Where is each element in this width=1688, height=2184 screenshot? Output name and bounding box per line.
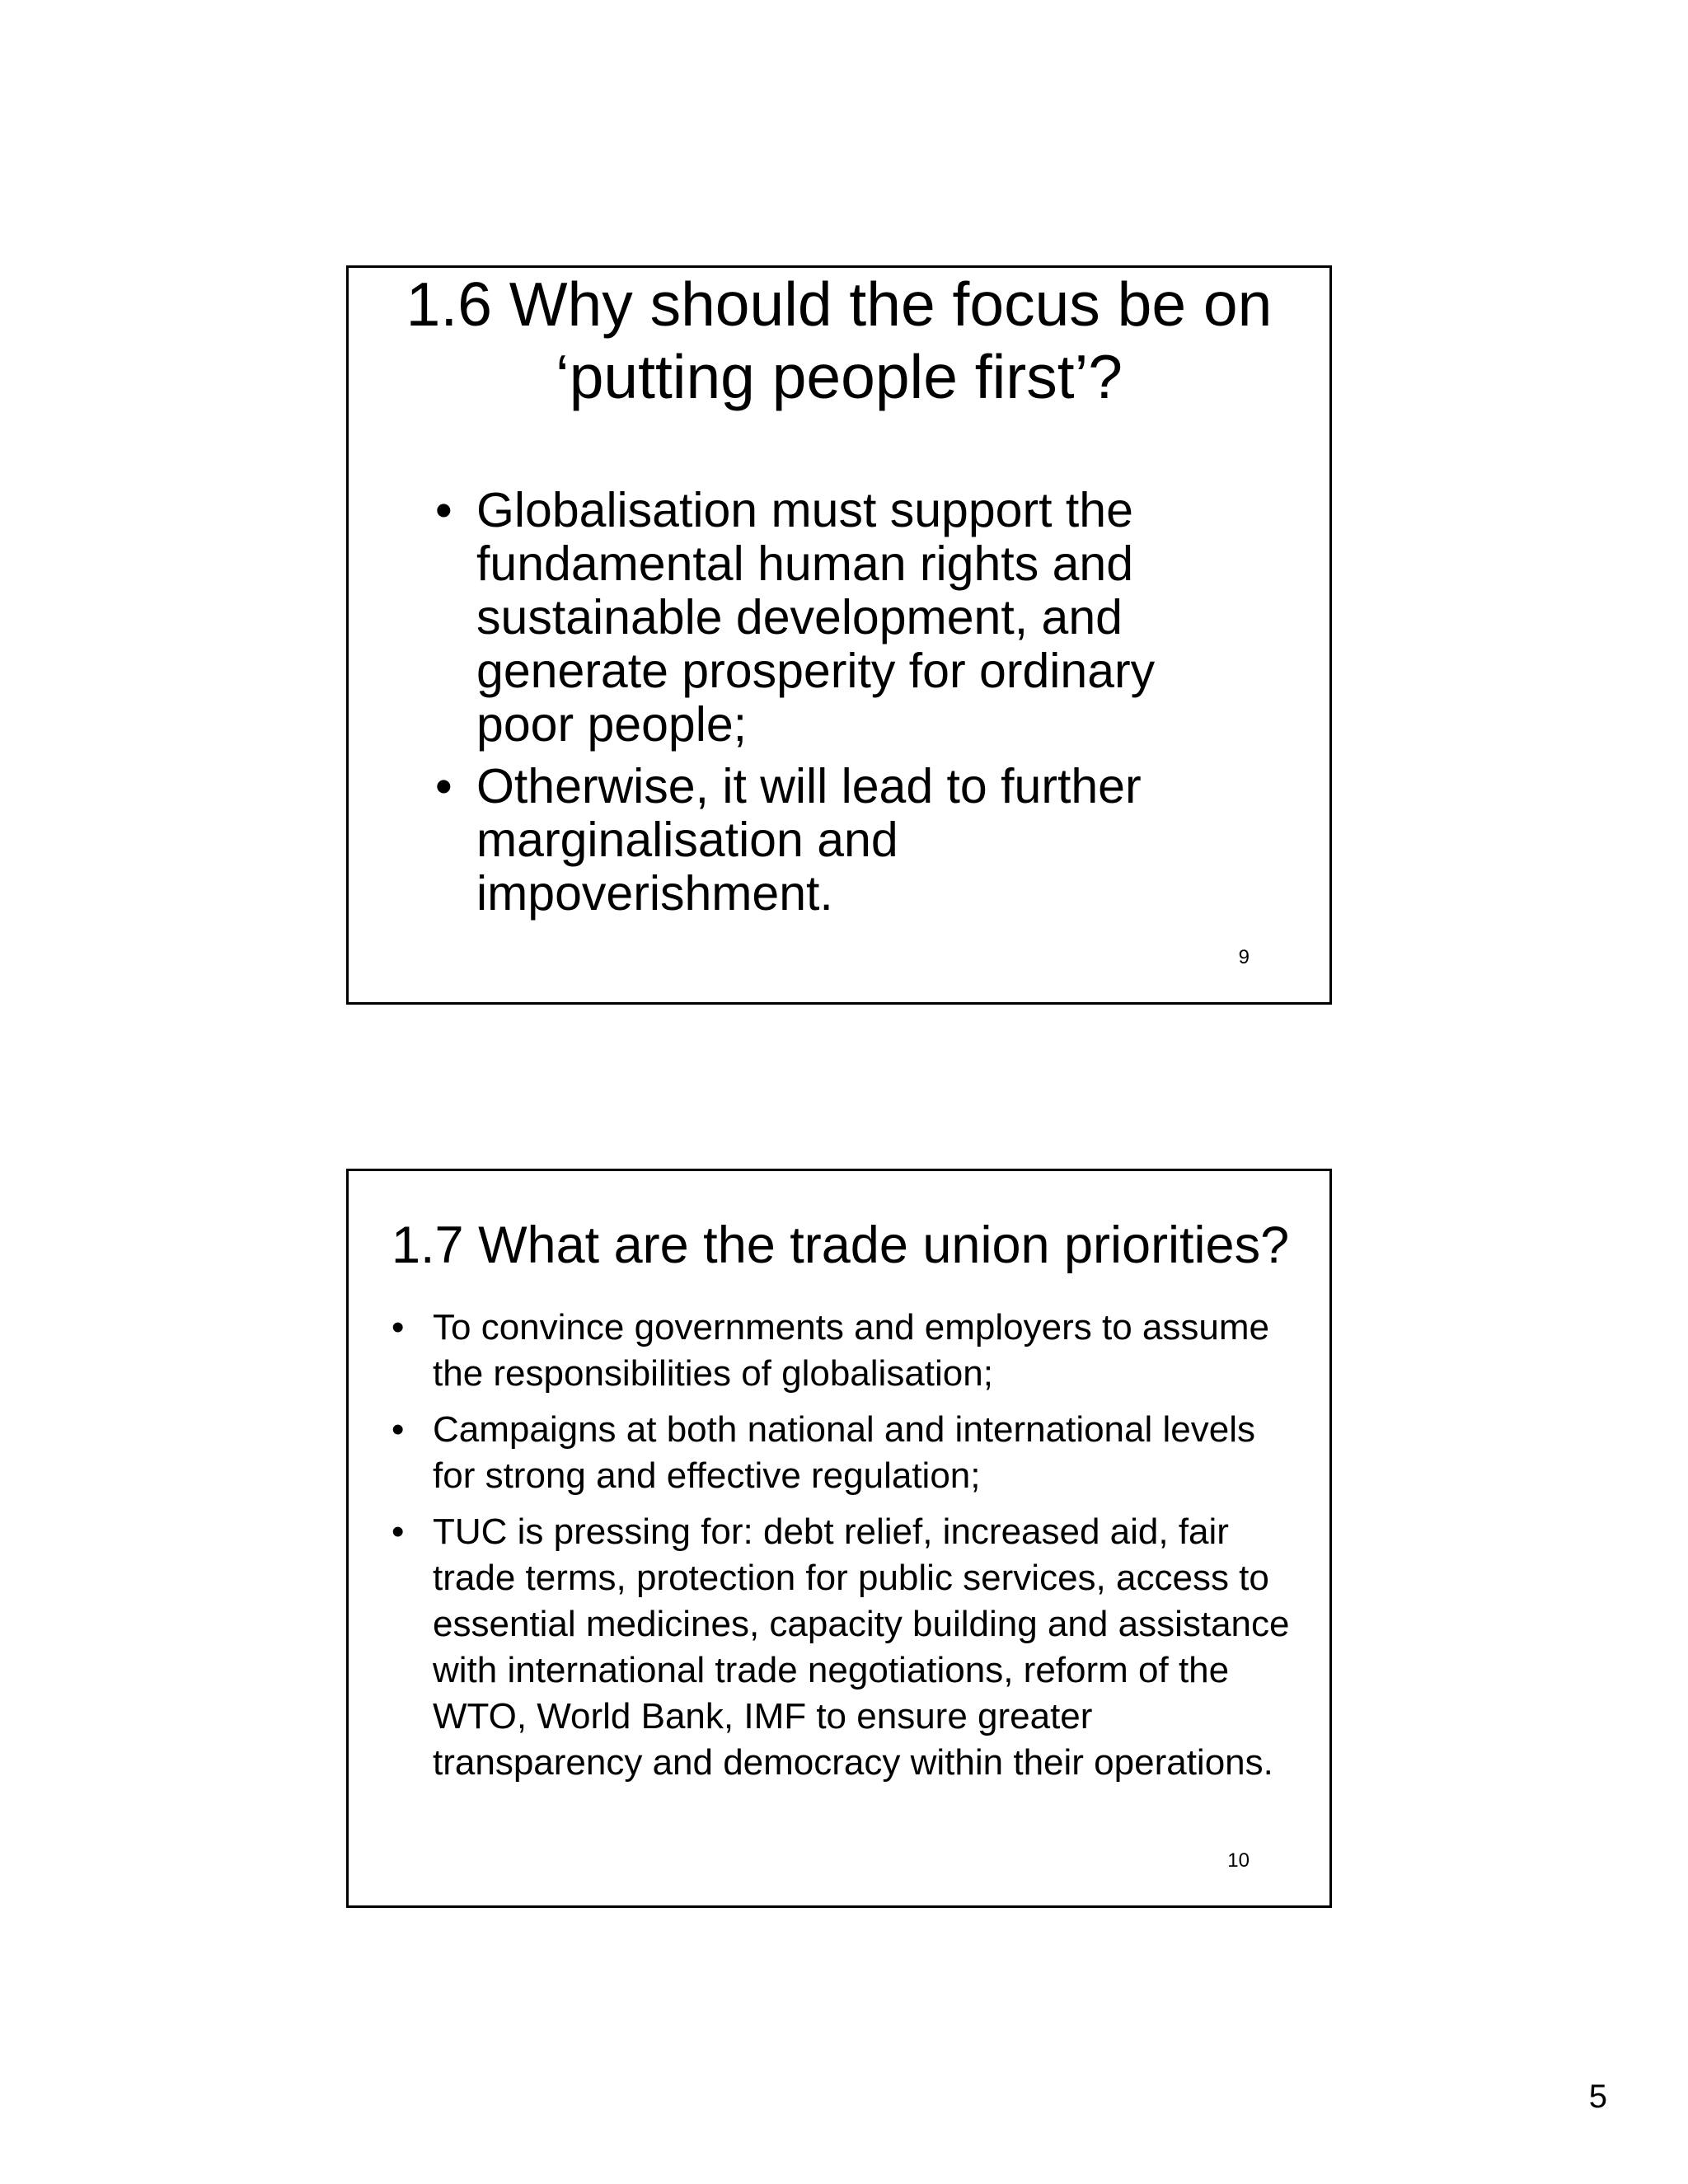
slide-number: 9 xyxy=(1238,946,1250,968)
bullet-glyph: • xyxy=(435,759,452,813)
bullet-text: To convince governments and employers to assume the responsibilities of globalisation; xyxy=(433,1307,1269,1394)
slide-title: 1.7 What are the trade union priorities? xyxy=(392,1216,1290,1274)
bullet-glyph: • xyxy=(392,1409,405,1450)
slide-title xyxy=(349,268,1329,413)
bullet-text: Globalisation must support the fundamental human rights and sustainable development, and generate prosperity for ordinary poor people; xyxy=(476,483,1156,752)
bullet-glyph: • xyxy=(392,1307,405,1347)
bullet-text: Campaigns at both national and international levels for strong and effective regulation; xyxy=(433,1409,1255,1496)
list-item xyxy=(392,1407,1306,1499)
list-item xyxy=(435,484,1226,752)
slide-9 xyxy=(346,265,1332,1005)
bullet-list xyxy=(392,1305,1306,1796)
page-number: 5 xyxy=(1588,2079,1607,2115)
bullet-glyph: • xyxy=(435,483,452,537)
bullet-text: TUC is pressing for: debt relief, increased aid, fair trade terms, protection for public services, access to essential medicines, capacity building and assistance with international trade negotiations, reform of the WTO, World Bank, IMF to ensure greater transparency and democracy within their operations. xyxy=(433,1511,1290,1783)
bullet-text: Otherwise, it will lead to further marginalisation and impoverishment. xyxy=(476,759,1142,921)
slide-title-line-2: ‘putting people first’? xyxy=(556,342,1123,411)
bullet-list xyxy=(435,484,1226,929)
list-item xyxy=(392,1509,1306,1786)
slide-10 xyxy=(346,1169,1332,1908)
list-item xyxy=(392,1305,1306,1397)
slide-number: 10 xyxy=(1227,1849,1250,1872)
list-item xyxy=(435,760,1226,921)
bullet-glyph: • xyxy=(392,1511,405,1552)
slide-title-line-1: 1.6 Why should the focus be on xyxy=(406,269,1273,339)
